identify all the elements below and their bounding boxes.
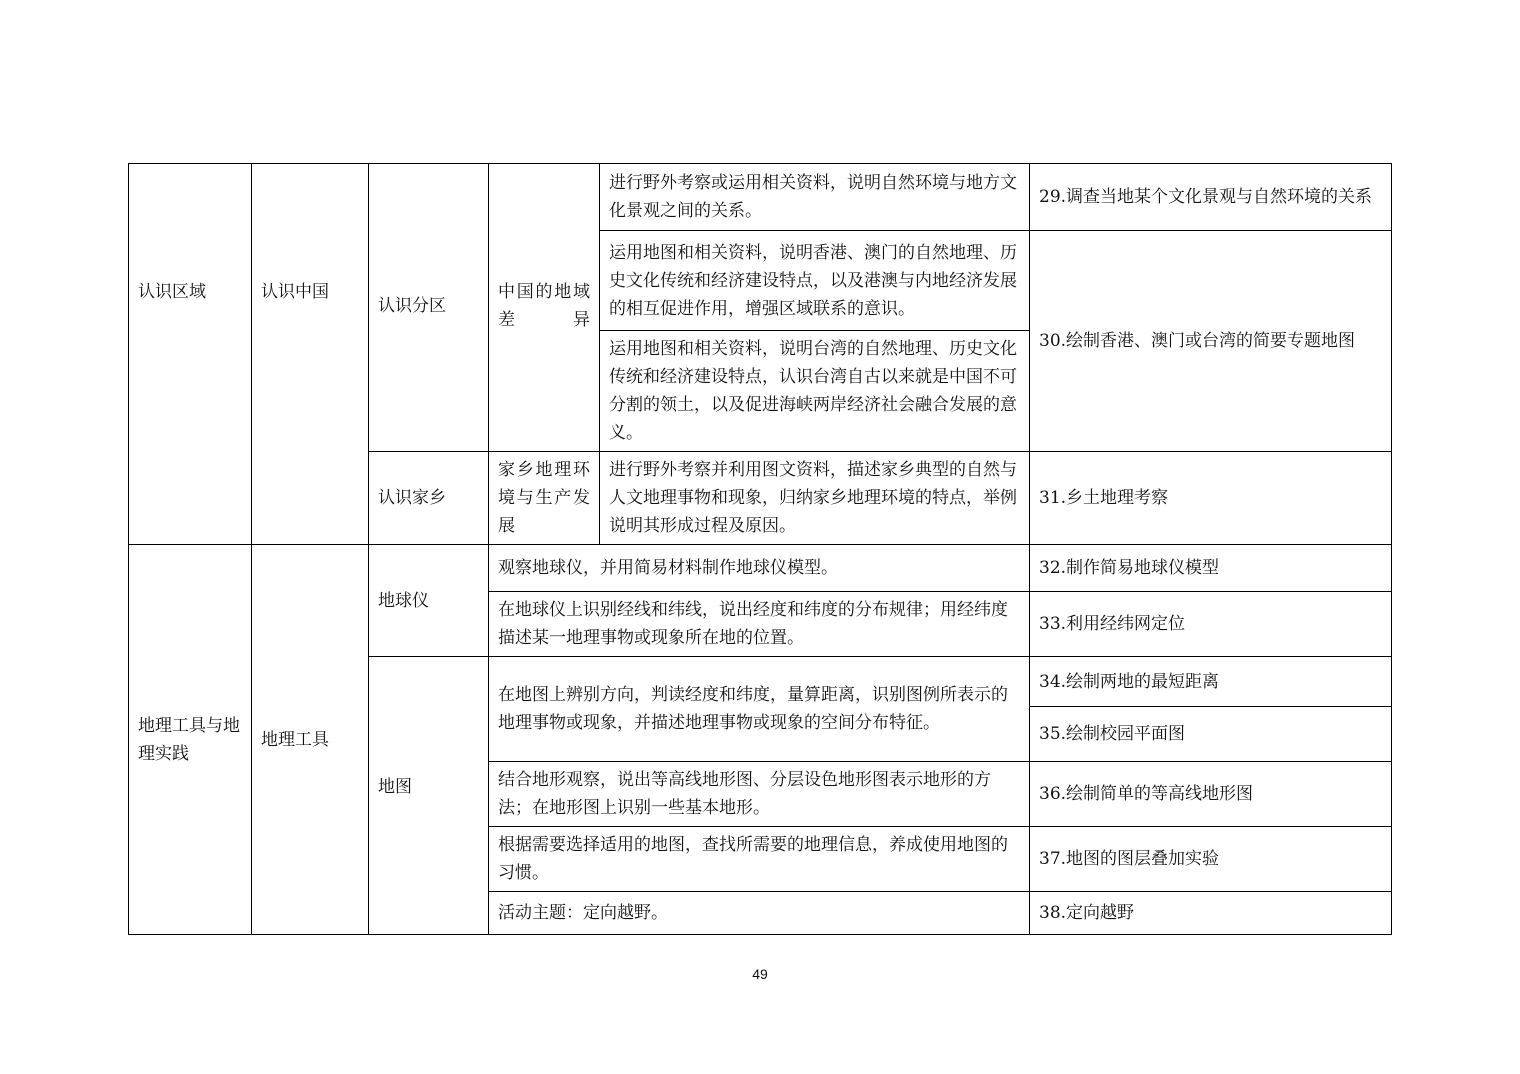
activity-cell: 35.绘制校园平面图	[1030, 707, 1392, 762]
subtheme-cell: 家乡地理环境与生产发展	[489, 452, 600, 545]
standard-cell: 在地球仪上识别经线和纬线，说出经度和纬度的分布规律；用经纬度描述某一地理事物或现象所在地的位置。	[489, 592, 1030, 657]
level2-cell: 地理工具	[252, 545, 369, 935]
theme-cell: 地球仪	[369, 545, 489, 657]
activity-cell: 29.调查当地某个文化景观与自然环境的关系	[1030, 164, 1392, 231]
standard-cell: 在地图上辨别方向，判读经度和纬度，量算距离，识别图例所表示的地理事物或现象，并描述地理事物或现象的空间分布特征。	[489, 657, 1030, 762]
activity-cell: 30.绘制香港、澳门或台湾的简要专题地图	[1030, 231, 1392, 452]
standard-cell: 结合地形观察，说出等高线地形图、分层设色地形图表示地形的方法；在地形图上识别一些基本地形。	[489, 762, 1030, 827]
curriculum-table	[128, 163, 1392, 935]
activity-cell: 33.利用经纬网定位	[1030, 592, 1392, 657]
standard-cell: 进行野外考察或运用相关资料，说明自然环境与地方文化景观之间的关系。	[600, 164, 1030, 231]
level1-cell: 地理工具与地理实践	[129, 545, 252, 935]
standard-cell: 运用地图和相关资料，说明台湾的自然地理、历史文化传统和经济建设特点，认识台湾自古以来就是中国不可分割的领土，以及促进海峡两岸经济社会融合发展的意义。	[600, 331, 1030, 452]
subtheme-cell: 中国的地域差异	[489, 164, 600, 452]
standard-cell: 观察地球仪，并用简易材料制作地球仪模型。	[489, 545, 1030, 592]
theme-cell: 认识分区	[369, 164, 489, 452]
standard-cell: 进行野外考察并利用图文资料，描述家乡典型的自然与人文地理事物和现象，归纳家乡地理环境的特点，举例说明其形成过程及原因。	[600, 452, 1030, 545]
activity-cell: 36.绘制简单的等高线地形图	[1030, 762, 1392, 827]
activity-cell: 32.制作简易地球仪模型	[1030, 545, 1392, 592]
standard-cell: 活动主题：定向越野。	[489, 892, 1030, 935]
theme-cell: 认识家乡	[369, 452, 489, 545]
standard-cell: 根据需要选择适用的地图，查找所需要的地理信息，养成使用地图的习惯。	[489, 827, 1030, 892]
activity-cell: 34.绘制两地的最短距离	[1030, 657, 1392, 707]
level1-cell: 认识区域	[129, 164, 252, 545]
activity-cell: 38.定向越野	[1030, 892, 1392, 935]
table-row	[129, 164, 1392, 231]
standard-cell: 运用地图和相关资料，说明香港、澳门的自然地理、历史文化传统和经济建设特点，以及港澳与内地经济发展的相互促进作用，增强区域联系的意识。	[600, 231, 1030, 331]
theme-cell: 地图	[369, 657, 489, 935]
activity-cell: 37.地图的图层叠加实验	[1030, 827, 1392, 892]
activity-cell: 31.乡土地理考察	[1030, 452, 1392, 545]
level2-cell: 认识中国	[252, 164, 369, 545]
table-row	[129, 545, 1392, 592]
page-number: 49	[752, 966, 768, 982]
